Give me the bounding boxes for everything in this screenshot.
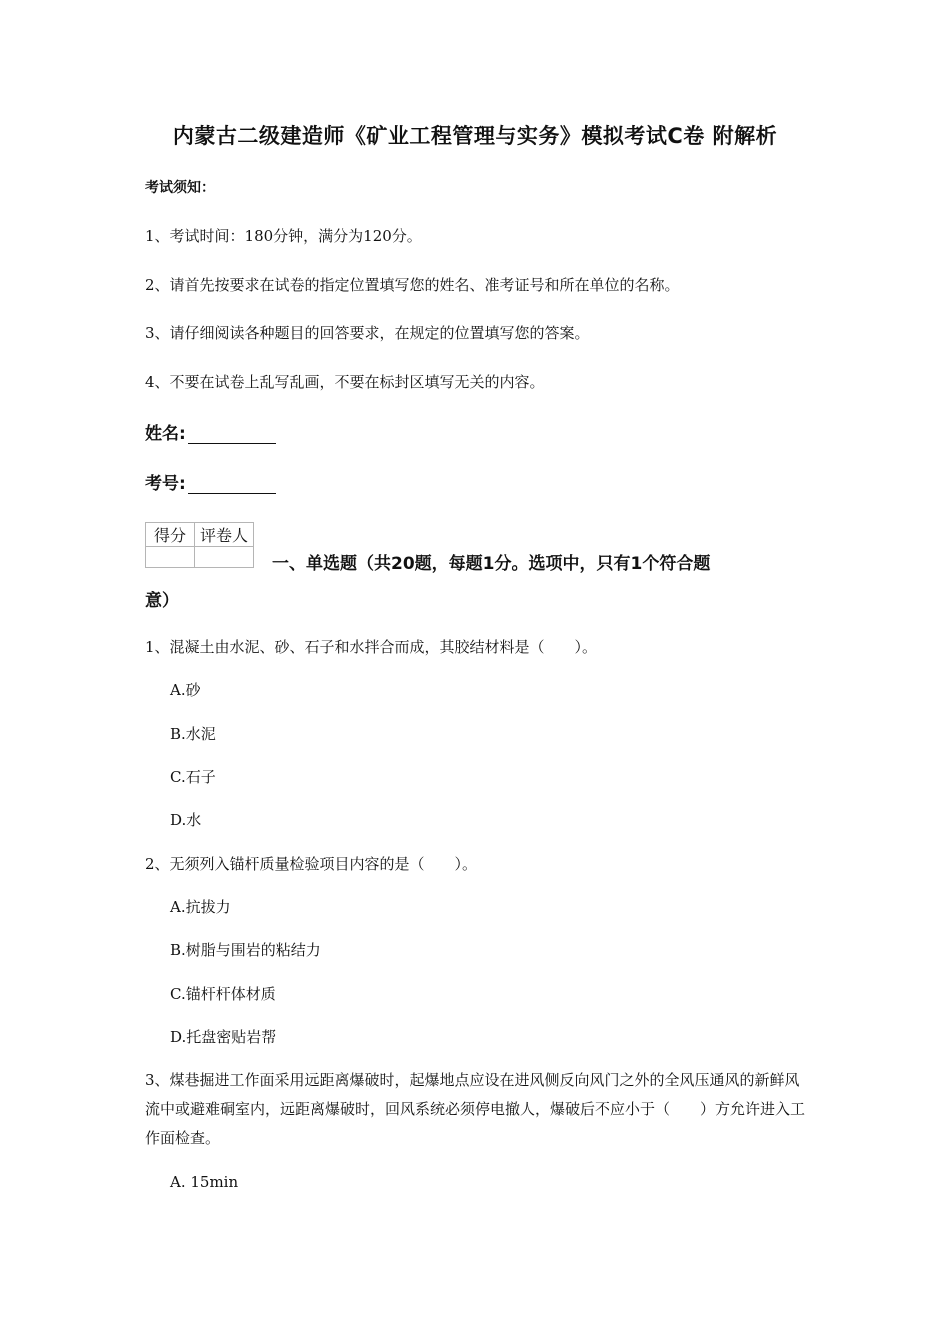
question-stem: 3、煤巷掘进工作面采用远距离爆破时，起爆地点应设在进风侧反向风门之外的全风压通风的新鲜风流中或避难硐室内，远距离爆破时，回风系统必须停电撤人，爆破后不应小于（ ）方允许进入工作面检查。	[145, 1071, 806, 1147]
name-label: 姓名:	[145, 424, 186, 444]
notice-heading: 考试须知：	[145, 180, 215, 196]
question-option: C.锚杆杆体材质	[170, 985, 276, 1003]
question-stem: 1、混凝土由水泥、砂、石子和水拌合而成，其胶结材料是（ ）。	[145, 638, 598, 656]
question-option: A. 15min	[170, 1173, 239, 1191]
question-option: C.石子	[170, 768, 216, 786]
section-title-continued: 意）	[145, 591, 179, 611]
notice-item: 1、考试时间：180分钟，满分为120分。	[145, 227, 422, 245]
score-table	[145, 522, 254, 568]
notice-item: 2、请首先按要求在试卷的指定位置填写您的姓名、准考证号和所在单位的名称。	[145, 276, 680, 294]
id-field	[145, 474, 276, 494]
page-title: 内蒙古二级建造师《矿业工程管理与实务》模拟考试C卷 附解析	[172, 124, 778, 148]
section-title: 一、单选题（共20题，每题1分。选项中，只有1个符合题	[272, 554, 711, 574]
notice-item: 4、不要在试卷上乱写乱画，不要在标封区填写无关的内容。	[145, 373, 545, 391]
id-label: 考号:	[145, 474, 186, 494]
notice-item: 3、请仔细阅读各种题目的回答要求，在规定的位置填写您的答案。	[145, 324, 590, 342]
question-option: B.树脂与围岩的粘结力	[170, 941, 321, 959]
question-option: D.托盘密贴岩帮	[170, 1028, 277, 1046]
score-header: 得分	[146, 523, 195, 547]
grader-cell[interactable]	[195, 547, 254, 568]
grader-header: 评卷人	[195, 523, 254, 547]
score-cell[interactable]	[146, 547, 195, 568]
id-blank[interactable]	[188, 475, 276, 494]
question-option: D.水	[170, 811, 202, 829]
question-option: B.水泥	[170, 725, 216, 743]
question-option: A.抗拔力	[170, 898, 231, 916]
name-field	[145, 424, 276, 444]
question-option: A.砂	[170, 681, 201, 699]
question-stem: 2、无须列入锚杆质量检验项目内容的是（ ）。	[145, 855, 478, 873]
name-blank[interactable]	[188, 425, 276, 444]
